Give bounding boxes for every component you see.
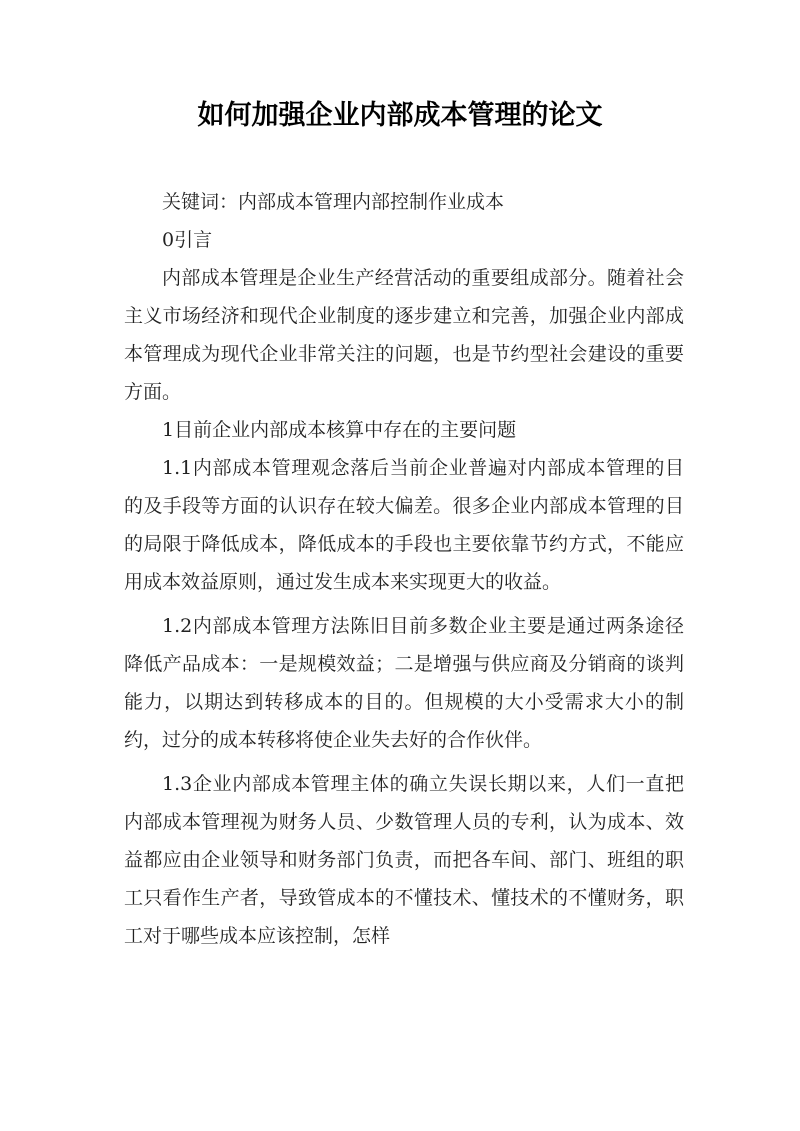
subsection-1-1-paragraph: 1.1内部成本管理观念落后当前企业普遍对内部成本管理的目的及手段等方面的认识存在较大偏差。很多企业内部成本管理的目的局限于降低成本，降低成本的手段也主要依靠节约方式，不能应用成本效益原则，通过发生成本来实现更大的收益。	[124, 457, 684, 593]
keywords-line: 关键词：内部成本管理内部控制作业成本	[162, 191, 505, 213]
subsection-1-3-paragraph: 1.3企业内部成本管理主体的确立失误长期以来，人们一直把内部成本管理视为财务人员、少数管理人员的专利，认为成本、效益都应由企业领导和财务部门负责，而把各车间、部门、班组的职工只看作生产者，导致管成本的不懂技术、懂技术的不懂财务，职工对于哪些成本应该控制，怎样	[124, 773, 684, 947]
introduction-paragraph: 内部成本管理是企业生产经营活动的重要组成部分。随着社会主义市场经济和现代企业制度的逐步建立和完善，加强企业内部成本管理成为现代企业非常关注的问题，也是节约型社会建设的重要方面。	[124, 267, 684, 403]
section-heading-main-problems: 1目前企业内部成本核算中存在的主要问题	[162, 419, 517, 441]
document-body	[124, 183, 684, 955]
subsection-1-2-paragraph: 1.2内部成本管理方法陈旧目前多数企业主要是通过两条途径降低产品成本：一是规模效益；二是增强与供应商及分销商的谈判能力，以期达到转移成本的目的。但规模的大小受需求大小的制约，过分的成本转移将使企业失去好的合作伙伴。	[124, 615, 684, 751]
section-heading-introduction: 0引言	[162, 229, 213, 251]
document-title: 如何加强企业内部成本管理的论文	[197, 100, 603, 131]
